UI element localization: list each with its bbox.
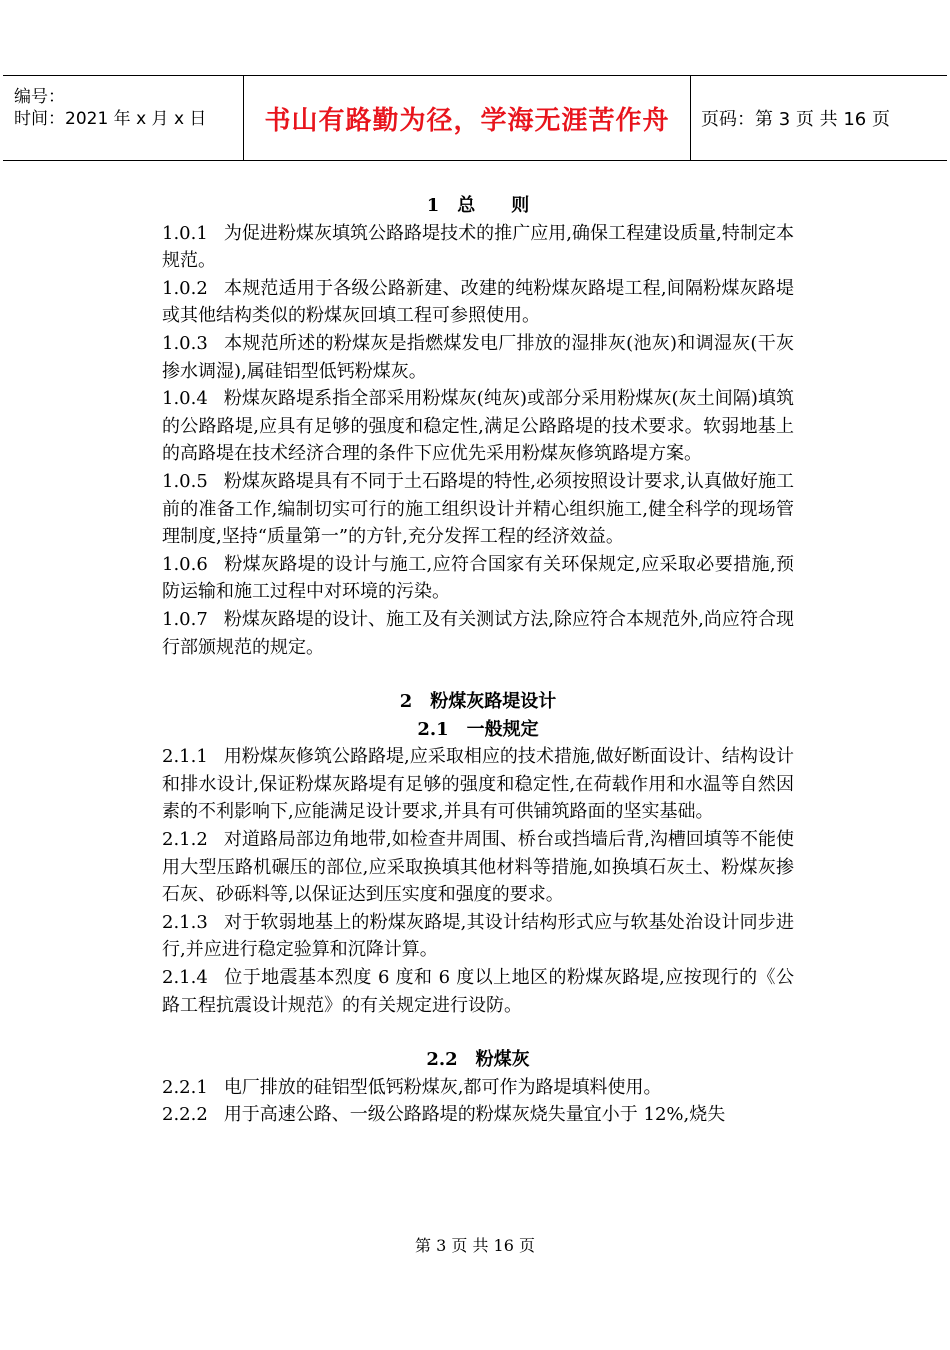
header-meta bbox=[3, 76, 244, 160]
clause-number: 1.0.3 bbox=[162, 332, 208, 354]
clause-number: 1.0.1 bbox=[162, 222, 208, 244]
clause-number: 2.2.1 bbox=[162, 1076, 208, 1098]
clause-text: 本规范所述的粉煤灰是指燃煤发电厂排放的湿排灰(池灰)和调湿灰(干灰掺水调湿),属硅铝型低钙粉煤灰。 bbox=[162, 332, 794, 382]
clause-text: 电厂排放的硅铝型低钙粉煤灰,都可作为路堤填料使用。 bbox=[223, 1076, 662, 1098]
time-label: 时间：2021 年 x 月 x 日 bbox=[14, 109, 207, 129]
clause-number: 2.1.1 bbox=[162, 746, 208, 768]
clause-2-1-4 bbox=[162, 964, 794, 1019]
document-header bbox=[3, 75, 947, 161]
section-2-2-title: 2.2 粉煤灰 bbox=[426, 1049, 530, 1071]
clause-2-1-3 bbox=[162, 909, 794, 964]
clause-2-1-1 bbox=[162, 743, 794, 826]
header-page-number: 页码：第 3 页 共 16 页 bbox=[701, 109, 890, 130]
clause-1-0-2 bbox=[162, 275, 794, 330]
serial-label: 编号： bbox=[14, 87, 65, 107]
clause-text: 粉煤灰路堤的设计与施工,应符合国家有关环保规定,应采取必要措施,预防运输和施工过程中对环境的污染。 bbox=[162, 553, 794, 603]
clause-number: 1.0.7 bbox=[162, 608, 208, 630]
clause-number: 1.0.6 bbox=[162, 553, 208, 575]
page-footer: 第 3 页 共 16 页 bbox=[415, 1236, 535, 1255]
clause-number: 2.1.3 bbox=[162, 911, 208, 933]
clause-1-0-7 bbox=[162, 606, 794, 661]
clause-1-0-5 bbox=[162, 468, 794, 551]
clause-2-1-2 bbox=[162, 826, 794, 909]
document-body bbox=[162, 192, 794, 1129]
clause-text: 粉煤灰路堤系指全部采用粉煤灰(纯灰)或部分采用粉煤灰(灰土间隔)填筑的公路路堤,应具有足够的强度和稳定性,满足公路路堤的技术要求。软弱地基上的高路堤在技术经济合理的条件下应优先采用粉煤灰修筑路堤方案。 bbox=[162, 388, 794, 465]
clause-text: 粉煤灰路堤具有不同于土石路堤的特性,必须按照设计要求,认真做好施工前的准备工作,编制切实可行的施工组织设计并精心组织施工,健全科学的现场管理制度,坚持“质量第一”的方针,充分发挥工程的经济效益。 bbox=[162, 470, 794, 548]
clause-number: 2.1.2 bbox=[162, 829, 208, 851]
clause-1-0-1 bbox=[162, 220, 794, 275]
clause-2-2-2 bbox=[162, 1101, 794, 1129]
clause-text: 对于软弱地基上的粉煤灰路堤,其设计结构形式应与软基处治设计同步进行,并应进行稳定验算和沉降计算。 bbox=[162, 911, 794, 961]
clause-text: 用粉煤灰修筑公路路堤,应采取相应的技术措施,做好断面设计、结构设计和排水设计,保证粉煤灰路堤有足够的强度和稳定性,在荷载作用和水温等自然因素的不利影响下,应能满足设计要求,并具有可供铺筑路面的坚实基础。 bbox=[162, 746, 794, 823]
clause-1-0-3 bbox=[162, 330, 794, 385]
clause-2-2-1 bbox=[162, 1074, 794, 1102]
section-2-title: 2 粉煤灰路堤设计 bbox=[399, 691, 557, 713]
clause-number: 1.0.5 bbox=[162, 470, 208, 492]
clause-text: 粉煤灰路堤的设计、施工及有关测试方法,除应符合本规范外,尚应符合现行部颁规范的规定。 bbox=[162, 608, 794, 658]
clause-number: 2.1.4 bbox=[162, 967, 208, 989]
clause-1-0-6 bbox=[162, 551, 794, 606]
clause-number: 2.2.2 bbox=[162, 1104, 208, 1126]
header-motto: 书山有路勤为径，学海无涯苦作舟 bbox=[244, 76, 691, 160]
clause-text: 本规范适用于各级公路新建、改建的纯粉煤灰路堤工程,间隔粉煤灰路堤或其他结构类似的粉煤灰回填工程可参照使用。 bbox=[162, 277, 794, 327]
clause-number: 1.0.4 bbox=[162, 388, 208, 410]
clause-text: 用于高速公路、一级公路路堤的粉煤灰烧失量宜小于 12%,烧失 bbox=[223, 1104, 726, 1126]
clause-text: 位于地震基本烈度 6 度和 6 度以上地区的粉煤灰路堤,应按现行的《公路工程抗震设计规范》的有关规定进行设防。 bbox=[162, 967, 794, 1016]
clause-number: 1.0.2 bbox=[162, 277, 208, 299]
clause-1-0-4 bbox=[162, 385, 794, 468]
section-2-1-title: 2.1 一般规定 bbox=[417, 718, 539, 740]
clause-text: 对道路局部边角地带,如检查井周围、桥台或挡墙后背,沟槽回填等不能使用大型压路机碾压的部位,应采取换填其他材料等措施,如换填石灰土、粉煤灰掺石灰、砂砾料等,以保证达到压实度和强度的要求。 bbox=[162, 829, 794, 906]
section-1-title: 1 总 则 bbox=[426, 195, 530, 216]
clause-text: 为促进粉煤灰填筑公路路堤技术的推广应用,确保工程建设质量,特制定本规范。 bbox=[162, 222, 794, 272]
